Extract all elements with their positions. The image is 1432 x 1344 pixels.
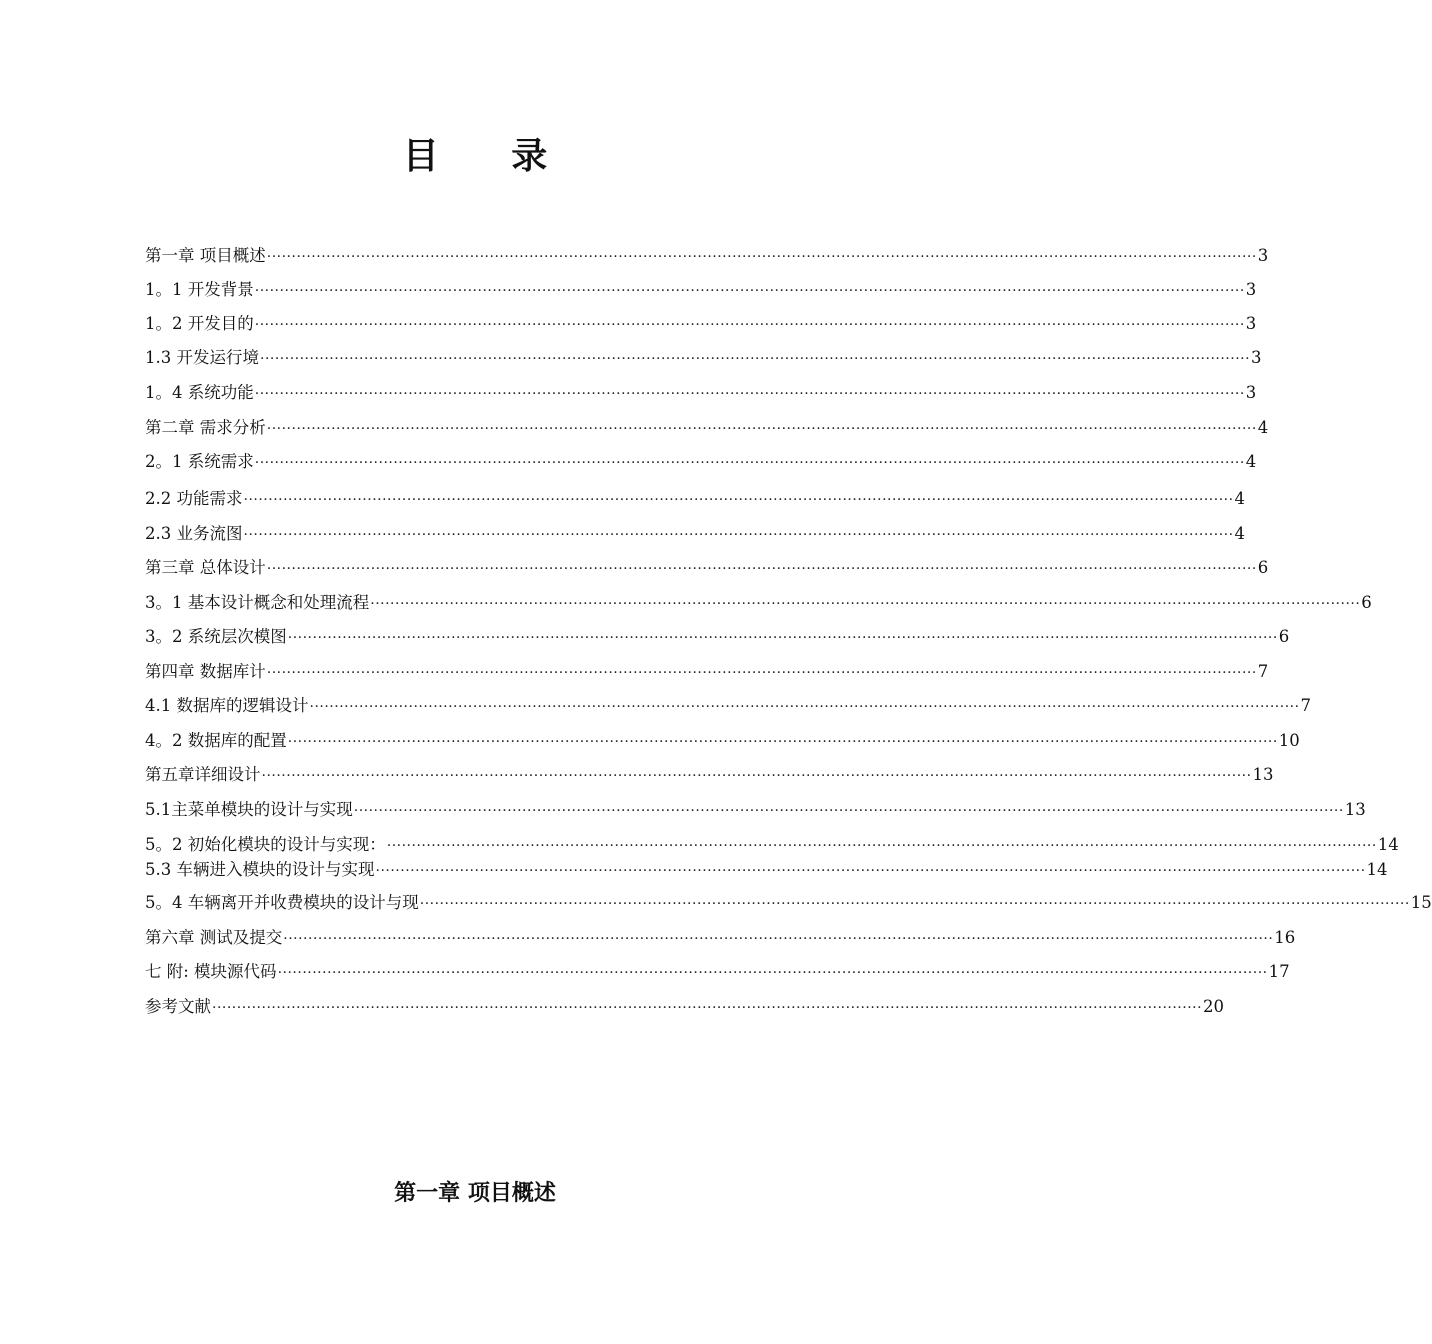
chapter-heading: 第一章 项目概述: [394, 1181, 556, 1206]
toc-entry: [145, 312, 1257, 336]
toc-entry: [145, 450, 1257, 474]
dot-leader: ········································································································································································································: [254, 386, 1245, 402]
toc-entry-label: 2。1 系统需求: [145, 452, 254, 471]
toc-entry-label: 1。1 开发背景: [145, 280, 254, 299]
toc-entry-page: 3: [1245, 280, 1257, 299]
toc-entry-page: 20: [1203, 997, 1225, 1016]
toc-entry: [145, 891, 1432, 915]
toc-entry-page: 3: [1245, 383, 1257, 402]
toc-entry-page: 7: [1300, 696, 1312, 715]
toc-entry-page: 10: [1278, 731, 1300, 750]
dot-leader: ········································································································································································································: [243, 527, 1234, 543]
toc-entry: [145, 995, 1225, 1019]
toc-entry-page: 13: [1344, 800, 1366, 819]
toc-entry-label: 1。2 开发目的: [145, 314, 254, 333]
toc-entry: [145, 660, 1269, 684]
toc-entry-label: 4.1 数据库的逻辑设计: [145, 696, 309, 715]
toc-entry: [145, 729, 1300, 753]
dot-leader: ········································································································································································································: [375, 863, 1366, 879]
toc-entry: [145, 858, 1388, 882]
toc-entry-page: 6: [1278, 627, 1290, 646]
toc-entry: [145, 244, 1269, 268]
dot-leader: ········································································································································································································: [261, 768, 1252, 784]
dot-leader: ········································································································································································································: [254, 283, 1245, 299]
dot-leader: ········································································································································································································: [266, 249, 1257, 265]
dot-leader: ········································································································································································································: [254, 455, 1245, 471]
toc-entry: [145, 346, 1262, 370]
toc-entry-label: 参考文献: [145, 997, 211, 1016]
toc-entry: [145, 960, 1290, 984]
toc-entry-label: 3。2 系统层次模图: [145, 627, 287, 646]
toc-entry: [145, 278, 1257, 302]
toc-entry-label: 第六章 测试及提交: [145, 928, 283, 947]
toc-entry-label: 5。4 车辆离开并收费模块的设计与现: [145, 893, 419, 912]
dot-leader: ········································································································································································································: [419, 896, 1410, 912]
toc-entry-page: 13: [1252, 765, 1274, 784]
toc-entry: [145, 591, 1372, 615]
toc-entry: [145, 487, 1246, 511]
toc-entry-page: 17: [1268, 962, 1290, 981]
toc-entry-label: 4。2 数据库的配置: [145, 731, 287, 750]
dot-leader: ········································································································································································································: [283, 931, 1274, 947]
toc-entry-label: 2.2 功能需求: [145, 489, 243, 508]
toc-title: 目 录: [402, 136, 578, 177]
toc-entry-page: 3: [1257, 246, 1269, 265]
toc-entry-label: 1。4 系统功能: [145, 383, 254, 402]
dot-leader: ········································································································································································································: [287, 630, 1278, 646]
dot-leader: ········································································································································································································: [260, 351, 1251, 367]
toc-entry-page: 4: [1234, 489, 1246, 508]
toc-entry-label: 1.3 开发运行境: [145, 348, 259, 367]
dot-leader: ········································································································································································································: [370, 596, 1361, 612]
dot-leader: ········································································································································································································: [266, 421, 1257, 437]
dot-leader: ········································································································································································································: [266, 561, 1257, 577]
toc-entry-label: 第二章 需求分析: [145, 418, 266, 437]
toc-entry: [145, 416, 1269, 440]
toc-entry: [145, 556, 1269, 580]
toc-entry: [145, 926, 1296, 950]
toc-entry-page: 16: [1274, 928, 1296, 947]
toc-entry-page: 6: [1361, 593, 1372, 612]
toc-entry-page: 15: [1410, 893, 1432, 912]
toc-entry-page: 3: [1245, 314, 1257, 333]
toc-entry-page: 4: [1257, 418, 1269, 437]
toc-entry-label: 七 附: 模块源代码: [145, 962, 277, 981]
toc-entry-page: 4: [1245, 452, 1257, 471]
toc-entry-page: 3: [1251, 348, 1262, 367]
toc-entry-page: 4: [1234, 524, 1246, 543]
toc-entry: [145, 694, 1312, 718]
toc-entry-page: 14: [1377, 835, 1399, 854]
toc-entry: [145, 381, 1257, 405]
toc-entry-page: 6: [1257, 558, 1269, 577]
dot-leader: ········································································································································································································: [266, 665, 1257, 681]
toc-entry-label: 2.3 业务流图: [145, 524, 243, 543]
dot-leader: ········································································································································································································: [212, 1000, 1203, 1016]
toc-entry-label: 5。2 初始化模块的设计与实现：: [145, 835, 386, 854]
dot-leader: ········································································································································································································: [287, 734, 1278, 750]
dot-leader: ········································································································································································································: [309, 699, 1300, 715]
toc-entry: [145, 833, 1399, 857]
dot-leader: ········································································································································································································: [277, 965, 1268, 981]
dot-leader: ········································································································································································································: [254, 317, 1245, 333]
toc-entry-label: 5.1主菜单模块的设计与实现: [145, 800, 353, 819]
toc-entry-page: 7: [1257, 662, 1269, 681]
dot-leader: ········································································································································································································: [386, 838, 1377, 854]
toc-entry-label: 第一章 项目概述: [145, 246, 266, 265]
toc-entry-label: 第四章 数据库计: [145, 662, 266, 681]
toc-entry: [145, 625, 1290, 649]
toc-entry: [145, 522, 1246, 546]
toc-entry-label: 第五章详细设计: [145, 765, 261, 784]
toc-entry: [145, 763, 1274, 787]
toc-entry-label: 3。1 基本设计概念和处理流程: [145, 593, 370, 612]
toc-entry: [145, 798, 1366, 822]
toc-entry-label: 第三章 总体设计: [145, 558, 266, 577]
dot-leader: ········································································································································································································: [243, 492, 1234, 508]
toc-entry-page: 14: [1366, 860, 1388, 879]
toc-entry-label: 5.3 车辆进入模块的设计与实现: [145, 860, 375, 879]
dot-leader: ········································································································································································································: [353, 803, 1344, 819]
